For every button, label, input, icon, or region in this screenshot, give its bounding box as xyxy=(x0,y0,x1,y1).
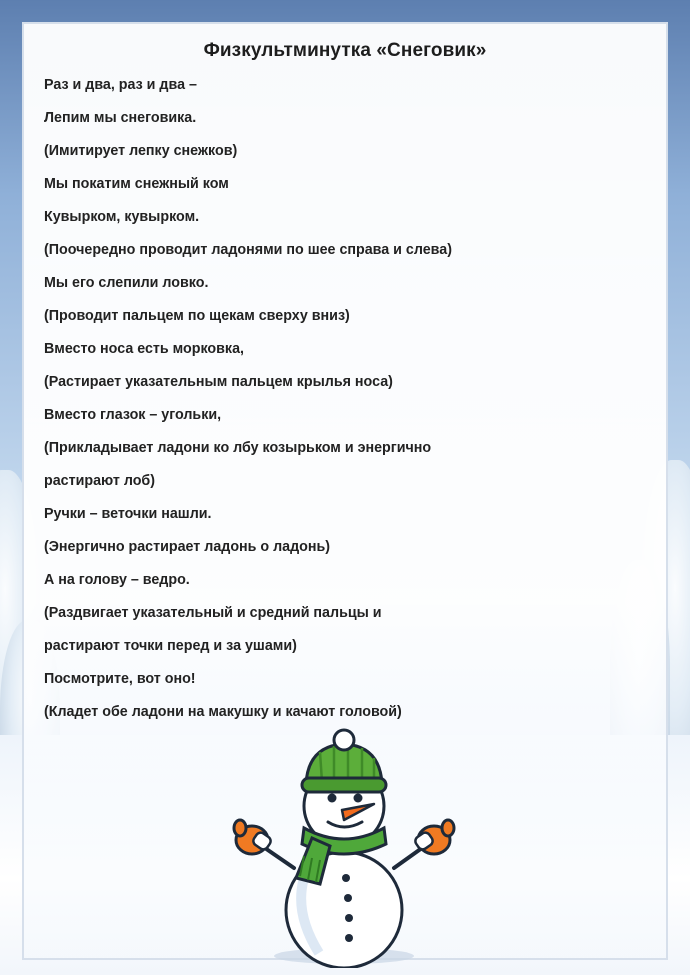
poem-line: Посмотрите, вот оно! xyxy=(44,670,196,687)
poem-line: Мы покатим снежный ком xyxy=(44,175,229,192)
poem-line: Лепим мы снеговика. xyxy=(44,109,197,126)
page-title: Физкультминутка «Снеговик» xyxy=(203,40,487,61)
poem-line: Мы его слепили ловко. xyxy=(44,274,209,291)
hat-icon xyxy=(302,730,386,792)
poem-line: А на голову – ведро. xyxy=(44,571,190,588)
poem-line: (Кладет обе ладони на макушку и качают головой) xyxy=(44,703,402,720)
poem-line: Раз и два, раз и два – xyxy=(44,76,197,93)
snowman-icon xyxy=(224,728,464,968)
poem-line: (Энергично растирает ладонь о ладонь) xyxy=(44,538,331,555)
poem-line: (Имитирует лепку снежков) xyxy=(44,142,238,159)
poem-line: Вместо носа есть морковка, xyxy=(44,340,244,357)
poem-line: растирают лоб) xyxy=(44,472,156,489)
poem-line: (Поочередно проводит ладонями по шее справа и слева) xyxy=(44,241,452,258)
poem-line: Кувырком, кувырком. xyxy=(44,208,200,225)
poem-line: растирают точки перед и за ушами) xyxy=(44,637,297,654)
poem-line: Вместо глазок – угольки, xyxy=(44,406,222,423)
poem-line: (Растирает указательным пальцем крылья носа) xyxy=(44,373,393,390)
poem-lines xyxy=(44,68,666,728)
poem-line: (Проводит пальцем по щекам сверху вниз) xyxy=(44,307,350,324)
right-mitten-icon xyxy=(413,820,454,854)
poem-line: (Прикладывает ладони ко лбу козырьком и энергично xyxy=(44,439,432,456)
poem-line: Ручки – веточки нашли. xyxy=(44,505,212,522)
poem-line: (Раздвигает указательный и средний пальцы и xyxy=(44,604,382,621)
left-mitten-icon xyxy=(234,820,273,854)
